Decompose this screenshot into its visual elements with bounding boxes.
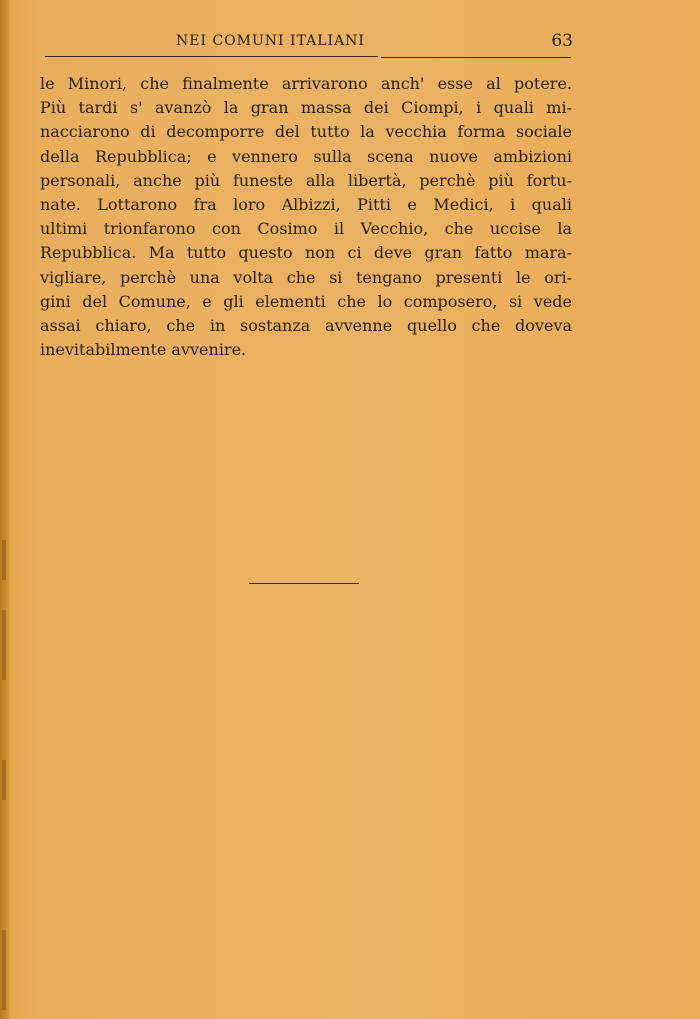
header-rule (381, 57, 571, 58)
edge-mark (2, 760, 6, 800)
text-line: della Repubblica; e vennero sulla scena nuove ambizioni (40, 146, 572, 166)
page-number: 63 (551, 31, 573, 51)
text-line: vigliare, perchè una volta che si tengano presenti le ori- (40, 267, 572, 287)
text-line: gini del Comune, e gli elementi che lo composero, si vede (40, 291, 572, 311)
edge-mark (2, 540, 6, 580)
text-line: le Minori, che finalmente arrivarono anch' esse al potere. (40, 74, 572, 93)
body-paragraph (40, 72, 572, 362)
text-line: nacciarono di decomporre del tutto la vecchia forma sociale (40, 122, 572, 142)
header-rule (45, 56, 378, 57)
text-line: Repubblica. Ma tutto questo non ci deve gran fatto mara- (40, 243, 572, 263)
running-title: NEI COMUNI ITALIANI (176, 33, 365, 49)
edge-mark (2, 930, 6, 1010)
text-line: assai chiaro, che in sostanza avvenne quello che doveva (40, 315, 572, 335)
text-line: ultimi trionfarono con Cosimo il Vecchio, che uccise la (40, 219, 572, 239)
section-end-rule (249, 583, 359, 584)
text-line: personali, anche più funeste alla libertà, perchè più fortu- (40, 170, 572, 190)
text-line: Più tardi s' avanzò la gran massa dei Ciompi, i quali mi- (40, 98, 572, 118)
page-header (43, 28, 573, 64)
edge-mark (2, 610, 6, 680)
text-line: inevitabilmente avvenire. (40, 340, 247, 360)
page-edge (0, 0, 9, 1019)
text-line: nate. Lottarono fra loro Albizzi, Pitti e Medici, i quali (40, 194, 572, 214)
